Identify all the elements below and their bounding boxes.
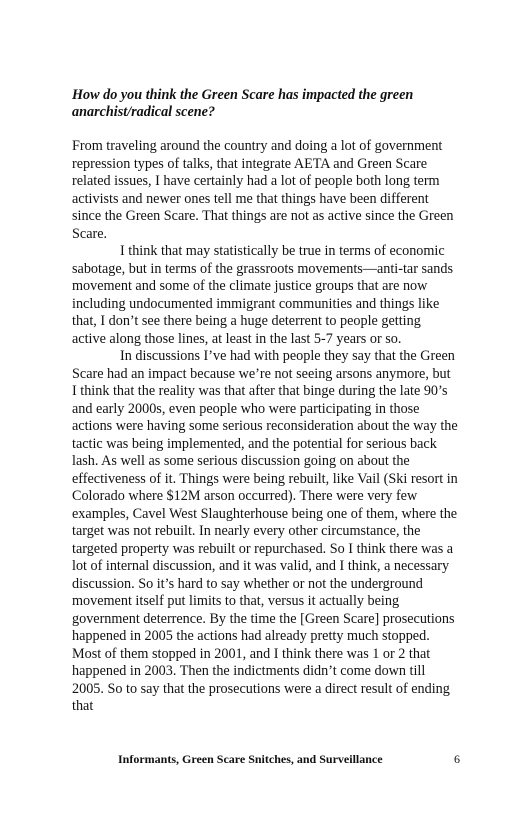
- paragraph-3: In discussions I’ve had with people they say that the Green Scare had an impact because we’re not seeing arsons anymore, but I think that the reality was that after that binge during the late 90’s and early 2000s, even people who were participating in those actions were having some serious reconsideration about the way the tactic was being implemented, and the potential for serious back lash. As well as some serious discussion going on about the effectiveness of it. Things were being rebuilt, like Vail (Ski resort in Colorado where $12M arson occurred). There were very few examples, Cavel West Slaughterhouse being one of them, where the target was not rebuilt. In nearly every other circumstance, the targeted property was rebuilt or repurchased. So I think there was a lot of internal discussion, and it was valid, and I think, a necessary discussion. So it’s hard to say whether or not the underground movement itself put limits to that, versus it actually being government deterrence. By the time the [Green Scare] prosecutions happened in 2005 the actions had already pretty much stopped. Most of them stopped in 2001, and I think there was 1 or 2 that happened in 2003. Then the indictments didn’t come down till 2005. So to say that the prosecutions were a direct result of ending that: [72, 348, 458, 714]
- interview-question: How do you think the Green Scare has impacted the green anarchist/radical scene?: [72, 87, 414, 120]
- paragraph-1: From traveling around the country and doing a lot of government repression types of talks, that integrate AETA and Green Scare related issues, I have certainly had a lot of people both long term activists and newer ones tell me that things have been different since the Green Scare. That things are not as active since the Green Scare.: [72, 138, 454, 242]
- page-body: [72, 87, 458, 716]
- paragraph-2: I think that may statistically be true in terms of economic sabotage, but in terms of the grassroots movements—anti-tar sands movement and some of the climate justice groups that are now including undocumented immigrant communities and things like that, I don’t see there being a huge deterrent to people getting active along those lines, at least in the last 5-7 years or so.: [72, 243, 454, 347]
- running-footer-title: Informants, Green Scare Snitches, and Surveillance: [118, 752, 383, 766]
- page-number: 6: [454, 752, 460, 766]
